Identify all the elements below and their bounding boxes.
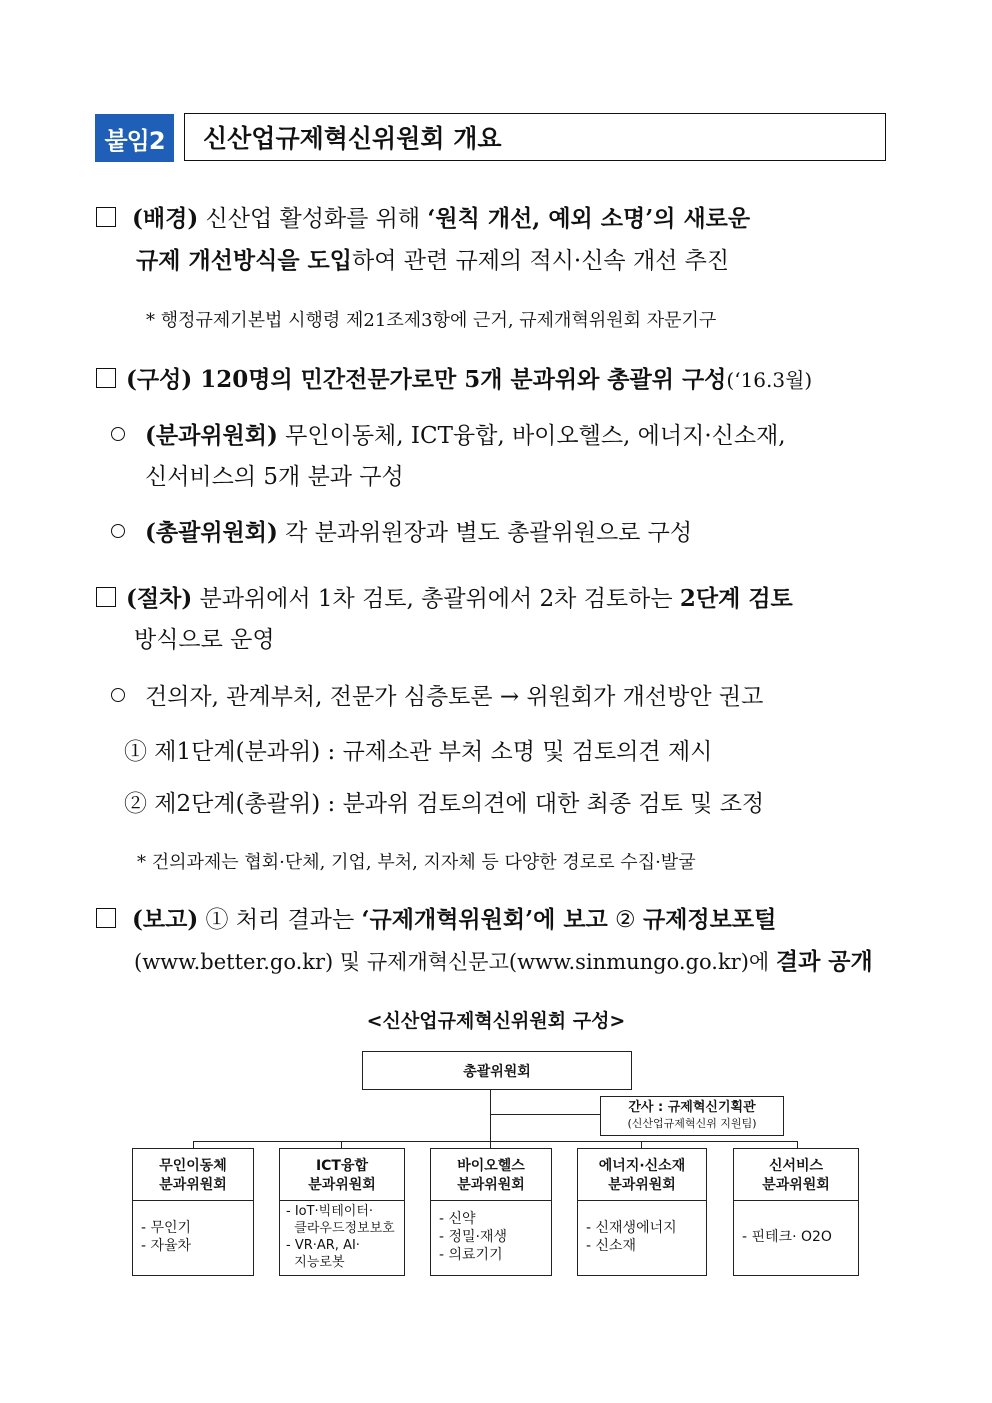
bullet-circle-icon xyxy=(111,427,125,441)
committee-name-line: 신서비스 xyxy=(768,1158,824,1174)
committee-box xyxy=(733,1148,859,1276)
checkbox-square-icon xyxy=(96,908,116,928)
committee-name-line: 바이오헬스 xyxy=(457,1158,525,1174)
emphasis: ‘원칙 개선, 예외 소명’ xyxy=(427,205,654,232)
text: 하여 관련 규제의 적시·신속 개선 추진 xyxy=(351,248,730,274)
text: 분과위에서 1차 검토, 총괄위에서 2차 검토하는 xyxy=(192,586,680,612)
general-committee-box xyxy=(362,1051,632,1090)
connector xyxy=(797,1141,798,1148)
bullet-circle-icon xyxy=(111,524,125,538)
step-1: ① 제1단계(분과위) : 규제소관 부처 소명 및 검토의견 제시 xyxy=(124,739,713,765)
emphasis: ‘규제개혁위원회’에 보고 xyxy=(361,906,608,933)
committee-name-line: 분과위원회 xyxy=(608,1177,676,1193)
subcommittee-bullet-cont: 신서비스의 5개 분과 구성 xyxy=(145,464,404,490)
section-background-line2 xyxy=(136,249,729,273)
committee-items xyxy=(280,1201,404,1273)
committee-name xyxy=(431,1149,551,1201)
committee-name-line: 분과위원회 xyxy=(457,1177,525,1193)
committee-item: - 핀테크· O2O xyxy=(742,1229,832,1245)
committee-items xyxy=(133,1201,253,1273)
checkbox-square-icon xyxy=(96,207,116,227)
text: (‘16.3월) xyxy=(726,368,813,392)
text: (www.better.go.kr) 및 규제개혁신문고(www.sinmungo.go.kr)에 xyxy=(134,950,776,974)
emphasis: 규제 개선방식을 도입 xyxy=(136,247,352,274)
connector xyxy=(193,1141,797,1142)
committee-item: - 신재생에너지 xyxy=(586,1220,677,1236)
emphasis: 규제정보포털 xyxy=(643,906,777,933)
committee-item: - 자율차 xyxy=(141,1238,192,1254)
committee-box xyxy=(279,1148,405,1276)
committee-item: 지능로봇 xyxy=(286,1255,345,1270)
procedure-bullet xyxy=(111,686,763,709)
page-title-text: 신산업규제혁신위원회 개요 xyxy=(203,124,502,153)
checkbox-square-icon xyxy=(96,587,116,607)
committee-name-line: 무인이동체 xyxy=(159,1158,227,1174)
text: ② xyxy=(607,907,643,933)
committee-name xyxy=(734,1149,858,1201)
committee-name-line: 분과위원회 xyxy=(308,1177,376,1193)
section-head: (배경) xyxy=(132,205,199,232)
checkbox-square-icon xyxy=(96,368,116,388)
committee-item: 클라우드정보보호 xyxy=(286,1221,395,1236)
page-title xyxy=(184,113,886,161)
section-background-line1 xyxy=(96,207,750,231)
section-procedure-line1 xyxy=(96,587,793,611)
committee-item: - 무인기 xyxy=(141,1220,192,1236)
secretary-label: 간사 : 규제혁신기획관 xyxy=(628,1100,756,1115)
bullet-head: (총괄위원회) xyxy=(145,519,278,546)
section-procedure-line2: 방식으로 운영 xyxy=(134,627,275,653)
bullet-circle-icon xyxy=(111,688,125,702)
text: 건의자, 관계부처, 전문가 심층토론 → 위원회가 개선방안 권고 xyxy=(145,684,764,710)
committee-box xyxy=(577,1148,707,1276)
section-head: (구성) xyxy=(126,366,193,393)
committee-name xyxy=(133,1149,253,1201)
org-chart-caption: <신산업규제혁신위원회 구성> xyxy=(366,1010,626,1032)
committee-name-line: ICT융합 xyxy=(315,1158,369,1174)
section-report-line1 xyxy=(96,908,776,932)
connector xyxy=(641,1141,642,1148)
connector xyxy=(490,1114,600,1115)
committee-item: - IoT·빅테이터· xyxy=(286,1204,374,1219)
bullet-head: (분과위원회) xyxy=(145,422,278,449)
connector xyxy=(490,1141,491,1148)
emphasis: 2단계 검토 xyxy=(679,585,793,612)
emphasis: 120명의 민간전문가로만 5개 분과위와 총괄위 구성 xyxy=(192,366,727,393)
secretary-box xyxy=(600,1096,784,1136)
committee-items xyxy=(578,1201,706,1273)
footnote: * 행정규제기본법 시행령 제21조제3항에 근거, 규제개혁위원회 자문기구 xyxy=(146,310,717,331)
section-report-line2 xyxy=(134,950,873,973)
section-head: (절차) xyxy=(126,585,193,612)
footnote: * 건의과제는 협회·단체, 기업, 부처, 지자체 등 다양한 경로로 수집·발굴 xyxy=(137,852,696,873)
committee-item: - 의료기기 xyxy=(439,1247,503,1263)
secretary-sub-label: (신산업규제혁신위 지원팀) xyxy=(627,1117,757,1130)
committee-name xyxy=(578,1149,706,1201)
committee-item: - 정밀·재생 xyxy=(439,1229,508,1245)
subcommittee-bullet xyxy=(111,424,786,448)
committee-item: - VR·AR, AI· xyxy=(286,1238,360,1253)
connector xyxy=(341,1141,342,1148)
committee-items xyxy=(734,1201,858,1273)
text: ① 처리 결과는 xyxy=(198,907,362,933)
text: 무인이동체, ICT융합, 바이오헬스, 에너지·신소재, xyxy=(277,423,786,449)
text: 의 새로운 xyxy=(653,205,751,232)
connector xyxy=(193,1141,194,1148)
committee-box xyxy=(132,1148,254,1276)
committee-name-line: 분과위원회 xyxy=(159,1177,227,1193)
committee-box xyxy=(430,1148,552,1276)
connector xyxy=(490,1090,491,1142)
committee-item: - 신약 xyxy=(439,1211,476,1227)
text: 신산업 활성화를 위해 xyxy=(198,206,428,232)
section-composition-line xyxy=(96,368,812,392)
committee-name-line: 분과위원회 xyxy=(762,1177,830,1193)
text: 각 분과위원장과 별도 총괄위원으로 구성 xyxy=(277,520,693,546)
emphasis: 결과 공개 xyxy=(775,948,873,975)
committee-item: - 신소재 xyxy=(586,1238,637,1254)
committee-name xyxy=(280,1149,404,1201)
step-2: ② 제2단계(총괄위) : 분과위 검토의견에 대한 최종 검토 및 조정 xyxy=(124,791,765,817)
section-head: (보고) xyxy=(132,906,199,933)
general-committee-bullet xyxy=(111,521,692,545)
committee-name-line: 에너지·신소재 xyxy=(598,1158,686,1174)
general-committee-label: 총괄위원회 xyxy=(463,1063,531,1080)
committee-items xyxy=(431,1201,551,1273)
attachment-badge: 붙임2 xyxy=(95,114,174,162)
